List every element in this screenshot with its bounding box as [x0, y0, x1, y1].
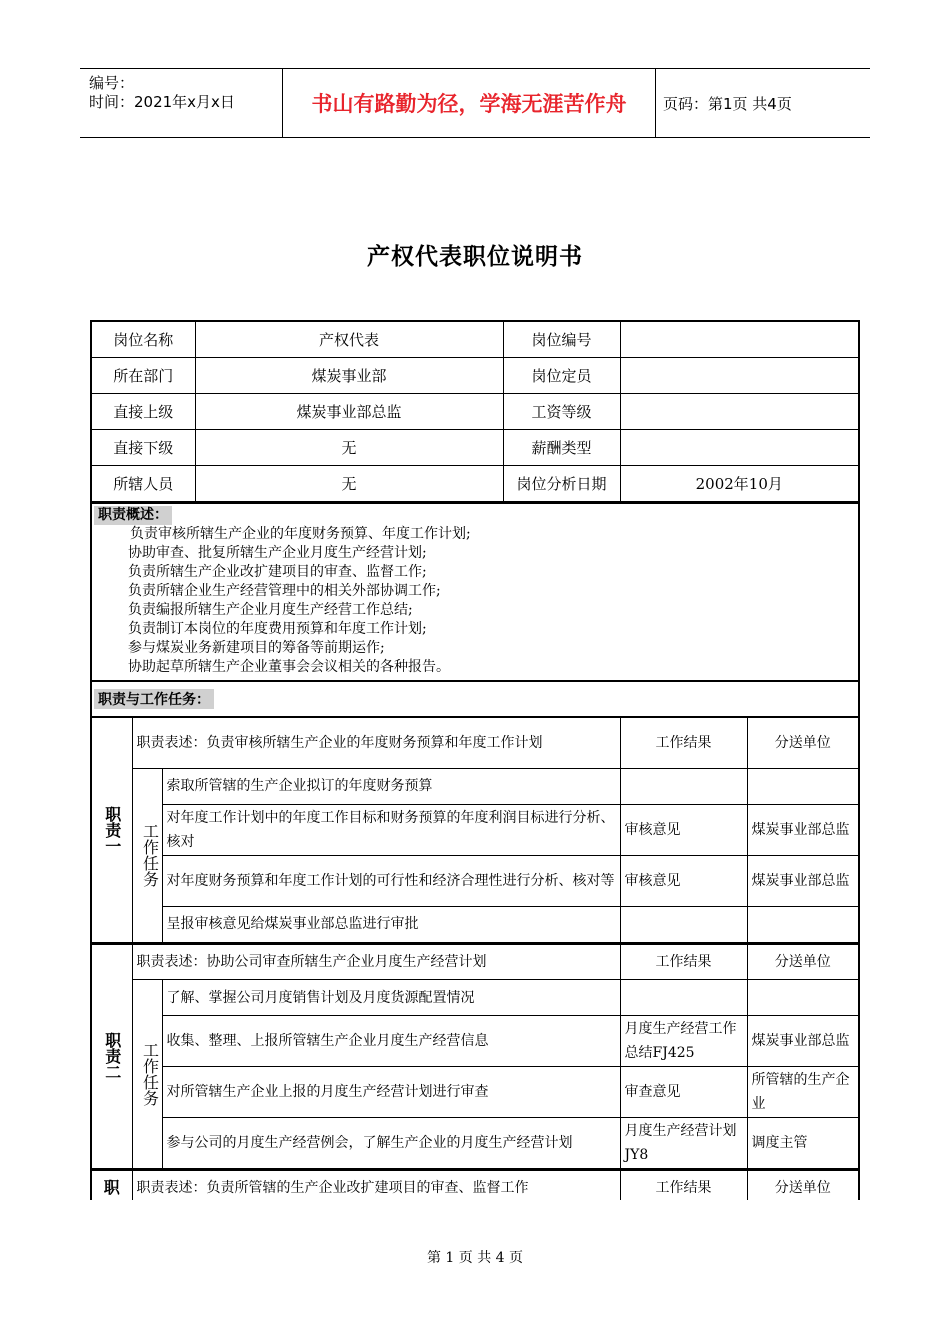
summary-item: 参与煤炭业务新建项目的筹备等前期运作; — [128, 640, 385, 656]
info-label: 所辖人员 — [92, 466, 195, 502]
table-row — [92, 804, 858, 855]
position-info-table — [92, 322, 858, 502]
info-value — [620, 430, 858, 466]
info-value: 2002年10月 — [620, 466, 858, 502]
info-value: 煤炭事业部 — [195, 358, 503, 394]
table-row — [92, 322, 858, 358]
document-time-label: 时间：2021年x月x日 — [89, 93, 235, 111]
result-header: 工作结果 — [620, 944, 747, 980]
work-task-label-text: 工作任务 — [140, 1042, 160, 1106]
task-result: 审核意见 — [620, 804, 747, 855]
duty-label — [92, 944, 132, 1169]
page-header — [80, 68, 870, 138]
info-label: 工资等级 — [503, 394, 620, 430]
info-value — [620, 322, 858, 358]
summary-item: 协助审查、批复所辖生产企业月度生产经营计划; — [128, 545, 427, 561]
info-value: 煤炭事业部总监 — [195, 394, 503, 430]
task-text: 对年度财务预算和年度工作计划的可行性和经济合理性进行分析、核对等 — [162, 855, 620, 906]
summary-item: 负责所辖企业生产经营管理中的相关外部协调工作; — [128, 583, 441, 599]
info-value — [620, 394, 858, 430]
duty-label — [92, 717, 132, 942]
summary-item: 协助起草所辖生产企业董事会会议相关的各种报告。 — [128, 659, 450, 675]
result-header: 工作结果 — [620, 717, 747, 768]
duty-label-text: 职责一 — [102, 805, 122, 854]
info-label: 直接上级 — [92, 394, 195, 430]
table-row — [92, 1118, 858, 1169]
info-value: 产权代表 — [195, 322, 503, 358]
table-row — [92, 717, 858, 768]
work-task-label — [132, 768, 162, 942]
info-value — [620, 358, 858, 394]
header-motto: 书山有路勤为径，学海无涯苦作舟 — [282, 69, 656, 137]
task-result: 月度生产经营工作总结FJ425 — [620, 1016, 747, 1067]
tasks-label: 职责与工作任务： — [94, 689, 214, 709]
duty-summary — [92, 502, 858, 680]
duty-two-table — [92, 943, 858, 1170]
duty-three-table — [92, 1169, 858, 1200]
task-text: 了解、掌握公司月度销售计划及月度货源配置情况 — [162, 980, 620, 1016]
task-recipient — [747, 768, 858, 804]
summary-item: 负责制订本岗位的年度费用预算和年度工作计划; — [128, 621, 427, 637]
info-label: 岗位定员 — [503, 358, 620, 394]
table-row — [92, 394, 858, 430]
work-task-label — [132, 980, 162, 1169]
table-row — [92, 980, 858, 1016]
task-recipient: 所管辖的生产企业 — [747, 1067, 858, 1118]
info-label: 直接下级 — [92, 430, 195, 466]
task-result: 审查意见 — [620, 1067, 747, 1118]
task-text: 对所管辖生产企业上报的月度生产经营计划进行审查 — [162, 1067, 620, 1118]
duty-statement: 职责表述：负责审核所辖生产企业的年度财务预算和年度工作计划 — [132, 717, 620, 768]
table-row — [92, 358, 858, 394]
info-label: 所在部门 — [92, 358, 195, 394]
info-label: 岗位名称 — [92, 322, 195, 358]
task-recipient: 煤炭事业部总监 — [747, 855, 858, 906]
task-recipient — [747, 980, 858, 1016]
table-row — [92, 430, 858, 466]
table-row — [92, 1170, 858, 1200]
document-title: 产权代表职位说明书 — [367, 243, 583, 270]
task-text: 收集、整理、上报所管辖生产企业月度生产经营信息 — [162, 1016, 620, 1067]
recipient-header: 分送单位 — [747, 1170, 858, 1200]
recipient-header: 分送单位 — [747, 717, 858, 768]
document-number-label: 编号： — [89, 74, 135, 92]
header-page-info: 页码：第1页 共4页 — [663, 94, 792, 113]
task-result — [620, 768, 747, 804]
tasks-section-header — [92, 680, 858, 716]
table-row — [92, 466, 858, 502]
task-result: 月度生产经营计划JY8 — [620, 1118, 747, 1169]
info-label: 岗位编号 — [503, 322, 620, 358]
duty-statement: 职责表述：负责所管辖的生产企业改扩建项目的审查、监督工作 — [132, 1170, 620, 1200]
task-recipient: 调度主管 — [747, 1118, 858, 1169]
table-row — [92, 906, 858, 942]
info-label: 薪酬类型 — [503, 430, 620, 466]
table-row — [92, 944, 858, 980]
duty-statement: 职责表述：协助公司审查所辖生产企业月度生产经营计划 — [132, 944, 620, 980]
header-meta — [80, 69, 282, 137]
table-row — [92, 1016, 858, 1067]
table-row — [92, 768, 858, 804]
task-recipient — [747, 906, 858, 942]
job-description-form — [90, 320, 860, 1200]
task-result — [620, 980, 747, 1016]
work-task-label-text: 工作任务 — [140, 823, 160, 887]
task-recipient: 煤炭事业部总监 — [747, 1016, 858, 1067]
task-text: 对年度工作计划中的年度工作目标和财务预算的年度利润目标进行分析、核对 — [162, 804, 620, 855]
table-row — [92, 1067, 858, 1118]
task-result — [620, 906, 747, 942]
table-row — [92, 855, 858, 906]
duty-label: 职 — [92, 1170, 132, 1200]
duty-one-table — [92, 716, 858, 943]
summary-item: 负责审核所辖生产企业的年度财务预算、年度工作计划; — [130, 526, 471, 542]
task-text: 索取所管辖的生产企业拟订的年度财务预算 — [162, 768, 620, 804]
task-recipient: 煤炭事业部总监 — [747, 804, 858, 855]
info-value: 无 — [195, 466, 503, 502]
task-text: 参与公司的月度生产经营例会，了解生产企业的月度生产经营计划 — [162, 1118, 620, 1169]
info-value: 无 — [195, 430, 503, 466]
recipient-header: 分送单位 — [747, 944, 858, 980]
result-header: 工作结果 — [620, 1170, 747, 1200]
summary-label: 职责概述： — [94, 506, 172, 525]
task-result: 审核意见 — [620, 855, 747, 906]
summary-item: 负责编报所辖生产企业月度生产经营工作总结; — [128, 602, 413, 618]
summary-item: 负责所辖生产企业改扩建项目的审查、监督工作; — [128, 564, 427, 580]
task-text: 呈报审核意见给煤炭事业部总监进行审批 — [162, 906, 620, 942]
duty-label-text: 职责二 — [102, 1032, 122, 1081]
info-label: 岗位分析日期 — [503, 466, 620, 502]
page-footer: 第 1 页 共 4 页 — [426, 1250, 524, 1266]
